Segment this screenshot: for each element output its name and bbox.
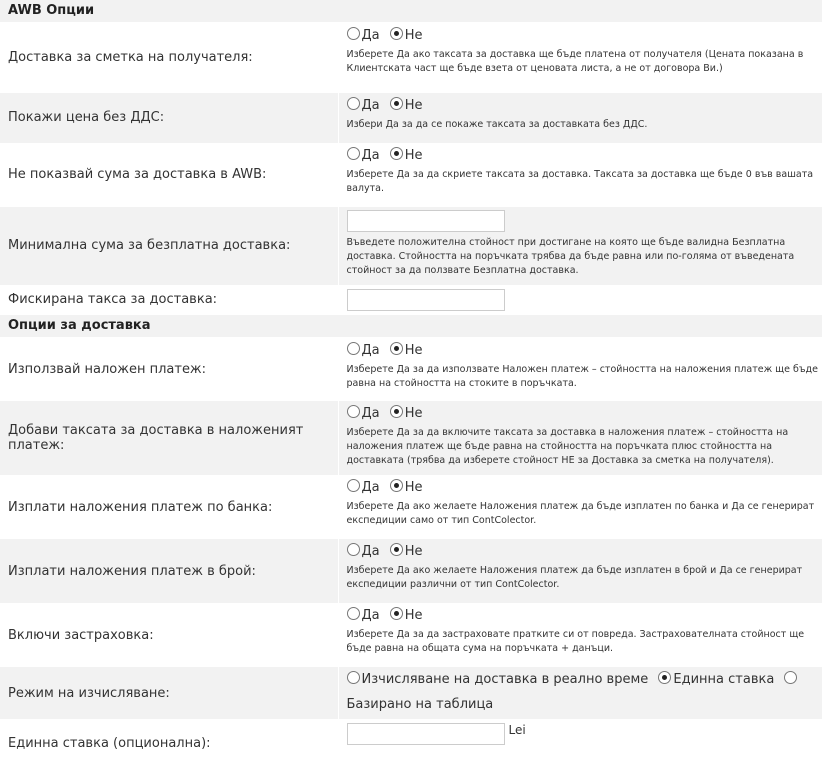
help-text: Изберете Да за да включите таксата за доставка в наложения платеж – стойността на наложения платеж ще бъде равна на стойността на поръчката плюс стойността на доставката (трябва да изберете стойност НЕ за Доставка за сметка на получателя). <box>346 427 789 466</box>
radio-no[interactable]: Не <box>390 148 423 163</box>
section-header-delivery <box>0 315 822 338</box>
help-text: Въведете положителна стойност при достигане на която ще бъде валидна Безплатна доставка. Стойността на поръчката трябва да бъде равна или по-голяма от въведената стойност за да ползвате Безплатна доставка. <box>346 236 795 276</box>
radio-circle-checked-icon[interactable] <box>390 342 403 355</box>
radio-circle-icon[interactable] <box>347 607 360 620</box>
radio-yes[interactable]: Да <box>347 98 380 113</box>
radio-yes[interactable]: Да <box>347 406 380 421</box>
radio-circle-checked-icon[interactable] <box>390 147 403 160</box>
radio-no[interactable]: Не <box>390 480 423 495</box>
field-label: Фискирана такса за доставка: <box>0 285 338 315</box>
row-add-fee-cod <box>0 401 822 475</box>
radio-yes[interactable]: Да <box>347 608 380 623</box>
row-recipient-pays <box>0 23 822 93</box>
radio-circle-checked-icon[interactable] <box>390 607 403 620</box>
field-label: Минимална сума за безплатна доставка: <box>0 207 338 285</box>
field-label: Добави таксата за доставка в наложеният платеж: <box>0 401 338 475</box>
radio-circle-checked-icon[interactable] <box>390 97 403 110</box>
radio-yes[interactable]: Да <box>347 343 380 358</box>
radio-circle-checked-icon[interactable] <box>390 405 403 418</box>
radio-circle-checked-icon[interactable] <box>390 543 403 556</box>
radio-circle-icon[interactable] <box>347 479 360 492</box>
radio-yes[interactable]: Да <box>347 480 380 495</box>
radio-circle-checked-icon[interactable] <box>390 27 403 40</box>
radio-yes[interactable]: Да <box>347 148 380 163</box>
radio-circle-icon[interactable] <box>347 342 360 355</box>
currency-unit: Lei <box>508 723 526 737</box>
radio-circle-icon[interactable] <box>347 147 360 160</box>
field-label: Изплати наложения платеж по банка: <box>0 475 338 539</box>
row-cod-cash <box>0 539 822 603</box>
help-text: Изберете Да ако таксата за доставка ще бъде платена от получателя (Цената показана в Клиентската част ще бъде взета от ценовата листа, а не от договора Ви.) <box>346 49 804 74</box>
help-text: Изберете Да за да застраховате пратките си от повреда. Застрахователната стойност ще бъде равна на общата сума на поръчката + данъци. <box>346 629 805 654</box>
row-cod-bank <box>0 475 822 539</box>
radio-no[interactable]: Не <box>390 544 423 559</box>
radio-circle-icon[interactable] <box>347 671 360 684</box>
radio-no[interactable]: Не <box>390 343 423 358</box>
radio-table-based[interactable]: Базирано на таблица <box>347 672 800 712</box>
row-flat-rate <box>0 719 822 759</box>
radio-circle-icon[interactable] <box>347 543 360 556</box>
min-free-input[interactable] <box>347 210 505 232</box>
radio-circle-checked-icon[interactable] <box>658 671 671 684</box>
radio-circle-icon[interactable] <box>347 405 360 418</box>
radio-no[interactable]: Не <box>390 28 423 43</box>
row-fixed-fee <box>0 285 822 315</box>
help-text: Изберете Да ако желаете Наложения платеж да бъде изплатен в брой и Да се генерират експедиции различни от тип ContColector. <box>346 565 803 590</box>
row-price-no-vat <box>0 93 822 143</box>
radio-no[interactable]: Не <box>390 98 423 113</box>
radio-circle-checked-icon[interactable] <box>390 479 403 492</box>
field-label: Единна ставка (опционална): <box>0 719 338 759</box>
help-text: Изберете Да за да скриете таксата за доставка. Таксата за доставка ще бъде 0 във вашата валута. <box>346 168 814 194</box>
field-label: Не показвай сума за доставка в AWB: <box>0 143 338 207</box>
help-text: Изберете Да ако желаете Наложения платеж да бъде изплатен по банка и Да се генерират експедиции само от тип ContColector. <box>346 501 815 526</box>
radio-no[interactable]: Не <box>390 608 423 623</box>
section-title: Опции за доставка <box>0 315 822 338</box>
row-use-cod <box>0 337 822 401</box>
field-label: Покажи цена без ДДС: <box>0 93 338 143</box>
radio-realtime[interactable]: Изчисляване на доставка в реално време <box>347 672 649 687</box>
field-label: Включи застраховка: <box>0 603 338 667</box>
help-text: Изберете Да за да използвате Наложен платеж – стойността на наложения платеж ще бъде равна на стойността на стоките в поръчката. <box>346 363 818 389</box>
row-calc-mode <box>0 667 822 719</box>
field-label: Изплати наложения платеж в брой: <box>0 539 338 603</box>
radio-circle-icon[interactable] <box>347 97 360 110</box>
row-min-free-delivery <box>0 207 822 285</box>
field-label: Доставка за сметка на получателя: <box>0 23 338 93</box>
radio-yes[interactable]: Да <box>347 544 380 559</box>
row-hide-sum <box>0 143 822 207</box>
radio-yes[interactable]: Да <box>347 28 380 43</box>
field-label: Използвай наложен платеж: <box>0 337 338 401</box>
radio-flat-rate[interactable]: Единна ставка <box>658 672 774 687</box>
field-label: Режим на изчисляване: <box>0 667 338 719</box>
fixed-fee-input[interactable] <box>347 289 505 311</box>
radio-circle-icon[interactable] <box>347 27 360 40</box>
section-header-awb <box>0 0 822 23</box>
flat-rate-input[interactable] <box>347 723 505 745</box>
help-text: Избери Да за да се покаже таксата за доставката без ДДС. <box>346 118 648 130</box>
row-insurance <box>0 603 822 667</box>
radio-circle-icon[interactable] <box>784 671 797 684</box>
radio-no[interactable]: Не <box>390 406 423 421</box>
section-title: AWB Опции <box>0 0 822 23</box>
